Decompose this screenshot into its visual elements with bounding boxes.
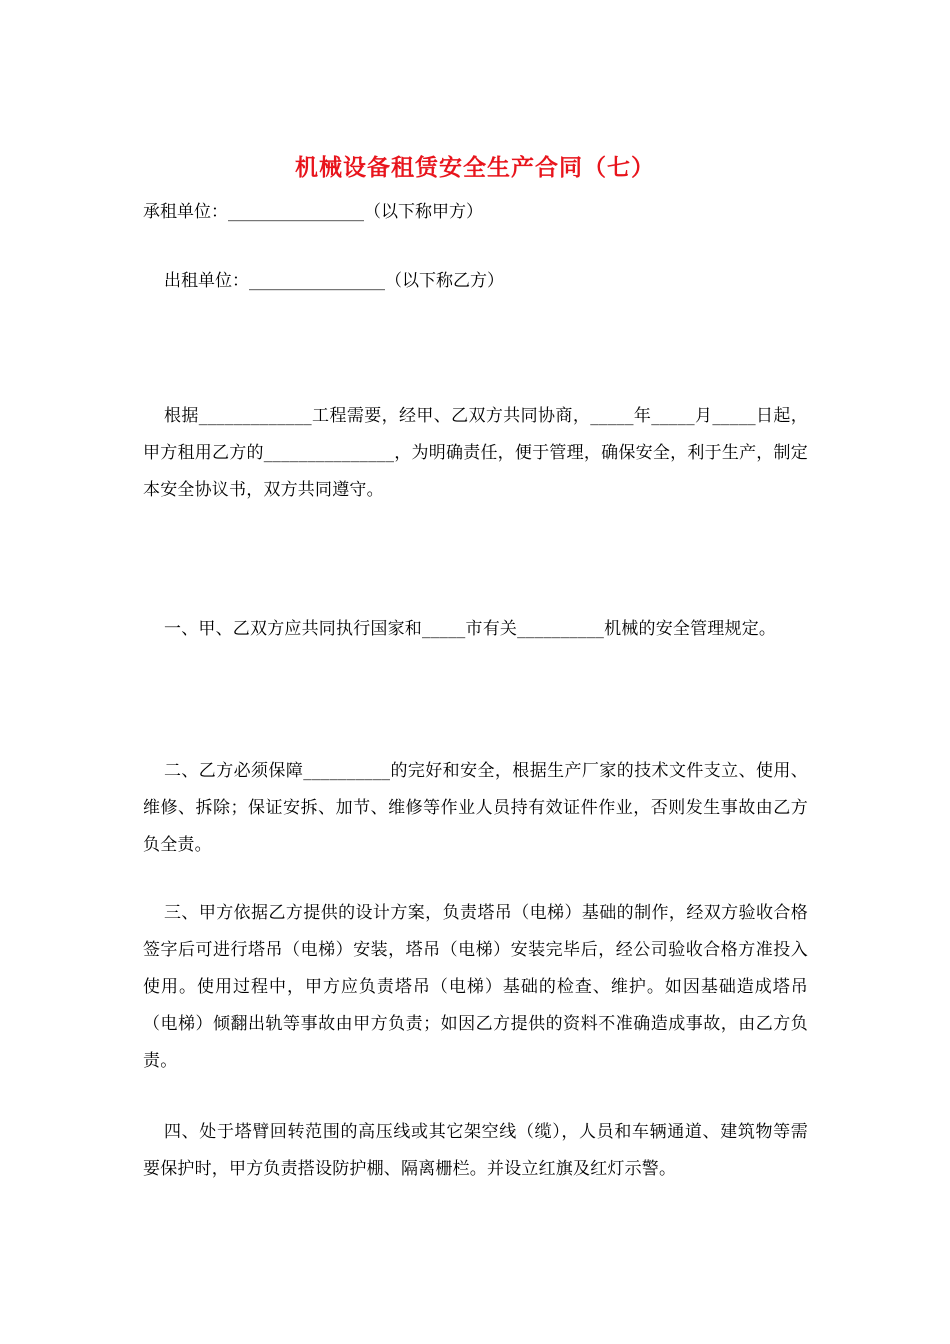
clause-4-paragraph: 四、处于塔臂回转范围的高压线或其它架空线（缆），人员和车辆通道、建筑物等需要保护时，甲方负责搭设防护棚、隔离栅栏。并设立红旗及红灯示警。 (143, 1122, 808, 1179)
clause-2-paragraph: 二、乙方必须保障__________的完好和安全，根据生产厂家的技术文件支立、使用、维修、拆除；保证安拆、加节、维修等作业人员持有效证件作业，否则发生事故由乙方负全责。 (143, 761, 808, 855)
party-b-line: 出租单位：________________（以下称乙方） (164, 271, 504, 291)
basis-paragraph: 根据_____________工程需要，经甲、乙双方共同协商，_____年_____月_____日起，甲方租用乙方的_______________，为明确责任，便于管理，确保安全，利于生产，制定本安全协议书，双方共同遵守。 (143, 406, 808, 500)
party-a-line: 承租单位：________________（以下称甲方） (143, 202, 483, 222)
document-title: 机械设备租赁安全生产合同（七） (295, 154, 655, 181)
clause-3-paragraph: 三、甲方依据乙方提供的设计方案，负责塔吊（电梯）基础的制作，经双方验收合格签字后可进行塔吊（电梯）安装，塔吊（电梯）安装完毕后，经公司验收合格方准投入使用。使用过程中，甲方应负责塔吊（电梯）基础的检查、维护。如因基础造成塔吊（电梯）倾翻出轨等事故由甲方负责；如因乙方提供的资料不准确造成事故，由乙方负责。 (143, 903, 808, 1071)
clause-1-paragraph: 一、甲、乙双方应共同执行国家和_____市有关__________机械的安全管理规定。 (164, 619, 777, 639)
